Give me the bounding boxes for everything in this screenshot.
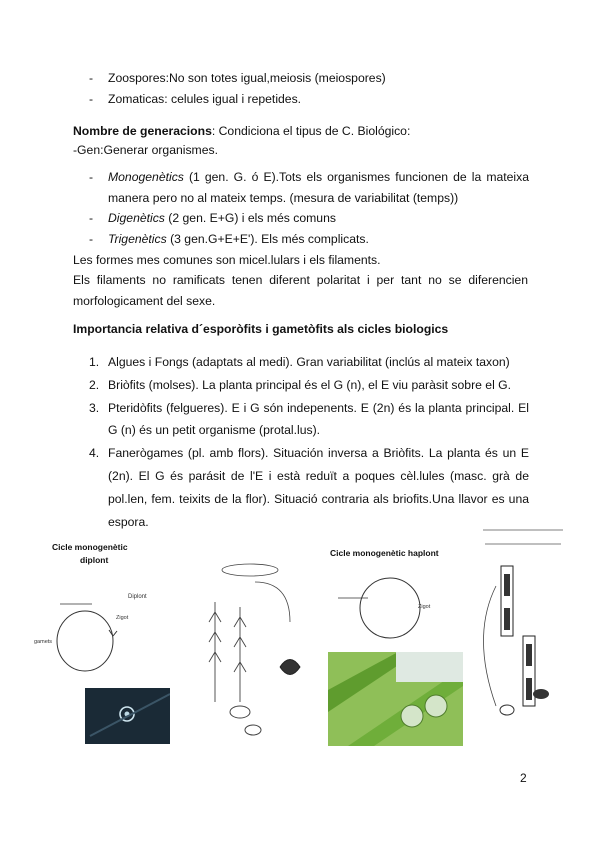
list-item: 2. Briòfits (molses). La planta principal és el G (n), el E viu paràsit sobre el G.: [89, 377, 512, 392]
svg-text:Zigot: Zigot: [418, 604, 431, 610]
figure-spirogyra-sketch: [471, 526, 570, 746]
generations-heading: Nombre de generacions: Condiciona el tipus de C. Biológico:: [73, 124, 411, 138]
svg-text:Diplont: Diplont: [128, 594, 147, 600]
spore-types-list: [89, 68, 529, 109]
list-item: 3. Pteridòfits (felgueres). E i G són indepenents. E (2n) és la planta principal. El G (n) és un petit organisme (protal.lus).: [89, 400, 529, 438]
list-item: 4. Fanerògames (pl. amb flors). Situación inversa a Briòfits. La planta és un E (2n). El G és parásit de l'E i està reduït a poques cèl.lules (masc. grà de pol.len, fem. teixits de la flor). Situació contraria als briofits.Una llavor es una espora.: [89, 446, 529, 529]
svg-text:Zigot: Zigot: [116, 615, 129, 621]
figure-diplont-cycle: [30, 536, 170, 746]
cycle-sketch: [30, 536, 170, 746]
zoospore-sketch: [195, 562, 320, 748]
list-item: - Monogenètics (1 gen. G. ó E).Tots els organismes funcionen de la mateixa manera pero no al mateix temps. (mesura de variabilitat (temps)): [89, 167, 529, 208]
paragraph: Els filaments no ramificats tenen diferent polaritat i per tant no se diferencien morfologicament del sexe.: [73, 273, 528, 308]
cycle-sketch: [328, 540, 463, 746]
generation-types-list: [89, 167, 529, 249]
importance-heading: Importancia relativa d´esporòfits i gametòfits als cicles biologics: [73, 322, 449, 336]
list-item: 1. Algues i Fongs (adaptats al medi). Gran variabilitat (inclús al mateix taxon): [89, 355, 510, 369]
gen-definition: -Gen:Generar organismes.: [73, 143, 218, 157]
figure-title: Cicle monogenètic haplont: [330, 548, 439, 558]
figure-zoospore-sketch: [195, 562, 320, 748]
spirogyra-sketch: [471, 526, 570, 746]
svg-text:gamets: gamets: [34, 639, 53, 645]
list-item: - Digenètics (2 gen. E+G) i els més comuns: [89, 208, 529, 229]
list-item: - Zoospores:No son totes igual,meiosis (meiospores): [89, 68, 529, 89]
page-number: 2: [520, 771, 527, 785]
importance-list: [89, 351, 529, 533]
list-item: - Zomaticas: celules igual i repetides.: [89, 89, 529, 110]
figure-haplont-cycle: [328, 540, 463, 746]
figure-title: Cicle monogenètic: [52, 542, 128, 552]
list-item: - Trigenètics (3 gen.G+E+E'). Els més complicats.: [89, 229, 529, 250]
paragraph: Les formes mes comunes son micel.lulars i els filaments.: [73, 253, 381, 267]
figure-subtitle: diplont: [80, 555, 109, 565]
